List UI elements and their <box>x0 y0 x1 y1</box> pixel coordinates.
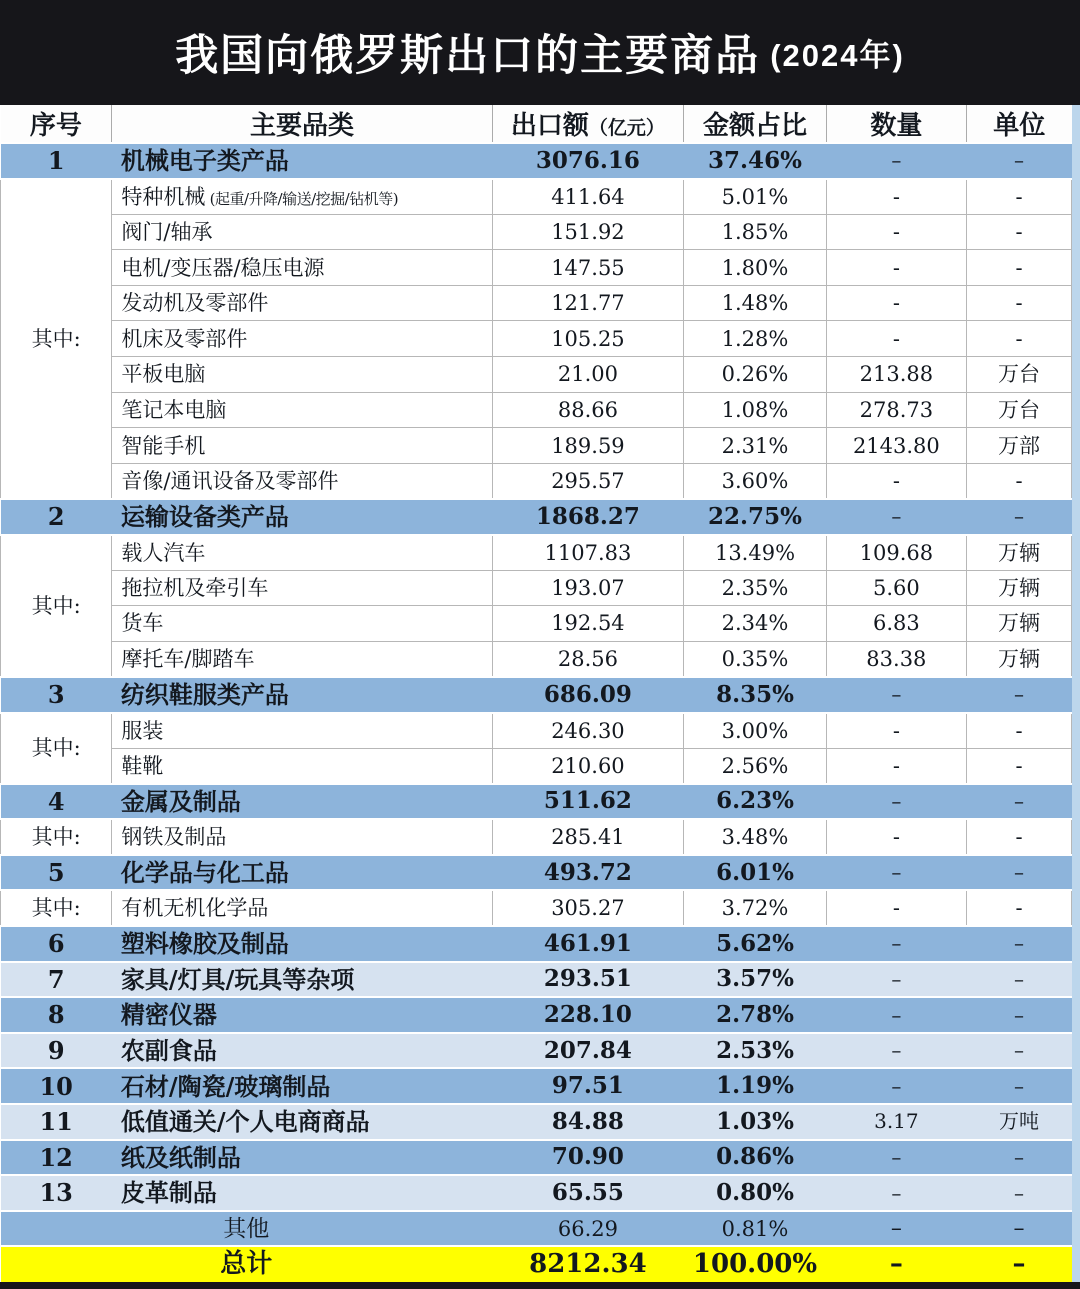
share-value: 37.46% <box>684 143 826 179</box>
unit-value: 万吨 <box>967 1104 1072 1140</box>
category-name <box>112 250 492 286</box>
category-text: 笔记本电脑 <box>121 397 227 422</box>
share-value: 3.72% <box>684 890 826 926</box>
export-value: 66.29 <box>492 1211 684 1247</box>
category-name <box>112 784 492 820</box>
table-row <box>1 214 1072 250</box>
share-value: 1.48% <box>684 285 826 321</box>
quantity-value: – <box>826 499 966 535</box>
category-text: 摩托车/脚踏车 <box>121 646 255 671</box>
quantity-value: – <box>826 997 966 1033</box>
category-name <box>112 855 492 891</box>
quantity-value: – <box>826 1033 966 1069</box>
table-row <box>1 784 1072 820</box>
export-value: 511.62 <box>492 784 684 820</box>
share-value: 3.60% <box>684 463 826 499</box>
quantity-value: 213.88 <box>826 357 966 393</box>
category-text: 塑料橡胶及制品 <box>120 929 289 959</box>
export-value: 193.07 <box>492 570 684 606</box>
category-name <box>112 997 492 1033</box>
row-number: 7 <box>1 962 112 998</box>
category-name <box>112 1033 492 1069</box>
share-value: 5.01% <box>684 179 826 215</box>
quantity-value: 2143.80 <box>826 428 966 464</box>
quantity-value: – <box>826 677 966 713</box>
unit-value: 万台 <box>967 392 1072 428</box>
unit-value: – <box>967 1175 1072 1211</box>
unit-value: 万辆 <box>967 641 1072 677</box>
export-value: 210.60 <box>492 748 684 784</box>
quantity-value: – <box>826 1175 966 1211</box>
export-value: 192.54 <box>492 606 684 642</box>
row-number: 13 <box>1 1175 112 1211</box>
quantity-value: 3.17 <box>826 1104 966 1140</box>
table-row <box>1 143 1072 179</box>
category-name <box>112 641 492 677</box>
unit-value: – <box>967 677 1072 713</box>
col-header-export-value <box>492 105 684 143</box>
category-name <box>112 179 492 215</box>
unit-value: – <box>967 1033 1072 1069</box>
share-value: 1.03% <box>684 1104 826 1140</box>
category-name <box>112 570 492 606</box>
quantity-value: - <box>826 214 966 250</box>
col-header-export-value-label: 出口额 <box>510 111 589 141</box>
share-value: 100.00% <box>684 1246 826 1282</box>
category-name <box>112 962 492 998</box>
other-label: 其他 <box>1 1211 493 1247</box>
export-value: 189.59 <box>492 428 684 464</box>
unit-value: – <box>967 499 1072 535</box>
category-name <box>112 499 492 535</box>
col-header-unit: 单位 <box>967 105 1072 143</box>
share-value: 3.00% <box>684 713 826 749</box>
col-header-category: 主要品类 <box>112 105 492 143</box>
table-row <box>1 819 1072 855</box>
table-row <box>1 713 1072 749</box>
share-value: 3.48% <box>684 819 826 855</box>
table-row <box>1 499 1072 535</box>
category-text: 服装 <box>121 718 164 743</box>
col-header-no: 序号 <box>1 105 112 143</box>
quantity-value: – <box>826 1140 966 1176</box>
export-value: 411.64 <box>492 179 684 215</box>
category-name <box>112 1175 492 1211</box>
export-value: 305.27 <box>492 890 684 926</box>
category-name <box>112 677 492 713</box>
category-name <box>112 321 492 357</box>
table-row <box>1 1068 1072 1104</box>
share-value: 6.23% <box>684 784 826 820</box>
category-name <box>112 1068 492 1104</box>
quantity-value: – <box>826 855 966 891</box>
category-name <box>112 535 492 571</box>
row-number: 12 <box>1 1140 112 1176</box>
category-text: 机械电子类产品 <box>120 146 289 176</box>
category-text: 音像/通讯设备及零部件 <box>121 468 339 493</box>
table-row <box>1 1140 1072 1176</box>
col-header-export-value-note: （亿元） <box>588 117 665 139</box>
export-value: 461.91 <box>492 926 684 962</box>
table-row <box>1 926 1072 962</box>
export-value: 97.51 <box>492 1068 684 1104</box>
category-text: 鞋靴 <box>121 753 164 778</box>
unit-value: – <box>967 784 1072 820</box>
category-text: 运输设备类产品 <box>120 502 289 532</box>
table-row <box>1 179 1072 215</box>
share-value: 0.35% <box>684 641 826 677</box>
category-text: 拖拉机及牵引车 <box>121 575 269 600</box>
table-body <box>1 143 1072 1282</box>
category-text: 金属及制品 <box>120 786 241 816</box>
category-name <box>112 285 492 321</box>
export-value: 246.30 <box>492 713 684 749</box>
category-text: 低值通关/个人电商商品 <box>120 1107 370 1137</box>
quantity-value: – <box>826 926 966 962</box>
export-value: 84.88 <box>492 1104 684 1140</box>
row-number: 2 <box>1 499 112 535</box>
category-text: 皮革制品 <box>120 1178 217 1208</box>
unit-value: - <box>967 250 1072 286</box>
quantity-value: - <box>826 713 966 749</box>
share-value: 2.53% <box>684 1033 826 1069</box>
category-text: 电机/变压器/稳压电源 <box>121 255 325 280</box>
quantity-value: - <box>826 463 966 499</box>
unit-value: - <box>967 285 1072 321</box>
table-row <box>1 428 1072 464</box>
row-number: 9 <box>1 1033 112 1069</box>
quantity-value: 83.38 <box>826 641 966 677</box>
category-name <box>112 606 492 642</box>
category-text: 载人汽车 <box>121 540 206 565</box>
unit-value: - <box>967 214 1072 250</box>
export-value: 207.84 <box>492 1033 684 1069</box>
category-text: 精密仪器 <box>120 1000 217 1030</box>
share-value: 2.56% <box>684 748 826 784</box>
export-table <box>0 105 1072 1282</box>
share-value: 3.57% <box>684 962 826 998</box>
quantity-value: – <box>826 1068 966 1104</box>
col-header-quantity: 数量 <box>826 105 966 143</box>
category-name <box>112 214 492 250</box>
export-value: 147.55 <box>492 250 684 286</box>
share-value: 2.35% <box>684 570 826 606</box>
unit-value: – <box>967 1068 1072 1104</box>
table-row <box>1 606 1072 642</box>
category-name <box>112 926 492 962</box>
share-value: 1.80% <box>684 250 826 286</box>
share-value: 5.62% <box>684 926 826 962</box>
table-row <box>1 535 1072 571</box>
share-value: 0.81% <box>684 1211 826 1247</box>
unit-value: – <box>967 1211 1072 1247</box>
title-text: 我国向俄罗斯出口的主要商品 <box>175 32 761 80</box>
share-value: 2.34% <box>684 606 826 642</box>
quantity-value: 5.60 <box>826 570 966 606</box>
row-number: 5 <box>1 855 112 891</box>
quantity-value: - <box>826 321 966 357</box>
export-value: 293.51 <box>492 962 684 998</box>
category-text: 有机无机化学品 <box>121 896 269 921</box>
category-text: 石材/陶瓷/玻璃制品 <box>120 1071 331 1101</box>
unit-value: 万辆 <box>967 606 1072 642</box>
table-row <box>1 250 1072 286</box>
group-label: 其中: <box>1 819 112 855</box>
unit-value: – <box>967 1246 1072 1282</box>
table-row <box>1 962 1072 998</box>
category-text: 智能手机 <box>121 433 206 458</box>
table-row <box>1 392 1072 428</box>
share-value: 1.19% <box>684 1068 826 1104</box>
unit-value: - <box>967 179 1072 215</box>
export-value: 295.57 <box>492 463 684 499</box>
unit-value: 万辆 <box>967 570 1072 606</box>
group-label: 其中: <box>1 890 112 926</box>
category-name <box>112 428 492 464</box>
table-row <box>1 748 1072 784</box>
table-row <box>1 890 1072 926</box>
unit-value: - <box>967 748 1072 784</box>
category-name <box>112 748 492 784</box>
export-value: 88.66 <box>492 392 684 428</box>
page-title <box>0 0 1080 105</box>
title-year: (2024年) <box>770 38 905 73</box>
table-row <box>1 1175 1072 1211</box>
export-value: 493.72 <box>492 855 684 891</box>
col-header-share: 金额占比 <box>684 105 826 143</box>
share-value: 0.80% <box>684 1175 826 1211</box>
row-number: 3 <box>1 677 112 713</box>
group-label: 其中: <box>1 535 112 677</box>
category-text: 货车 <box>121 611 164 636</box>
share-value: 0.86% <box>684 1140 826 1176</box>
export-value: 105.25 <box>492 321 684 357</box>
share-value: 22.75% <box>684 499 826 535</box>
export-value: 686.09 <box>492 677 684 713</box>
unit-value: 万辆 <box>967 535 1072 571</box>
quantity-value: – <box>826 784 966 820</box>
page-margin-strip <box>1072 105 1080 1282</box>
category-name <box>112 713 492 749</box>
category-text: 阀门/轴承 <box>121 219 213 244</box>
category-name <box>112 392 492 428</box>
table-row <box>1 1033 1072 1069</box>
category-text: 纸及纸制品 <box>120 1142 241 1172</box>
unit-value: 万部 <box>967 428 1072 464</box>
category-text: 平板电脑 <box>121 362 206 387</box>
row-number: 10 <box>1 1068 112 1104</box>
category-name <box>112 463 492 499</box>
unit-value: – <box>967 143 1072 179</box>
quantity-value: – <box>826 143 966 179</box>
quantity-value: – <box>826 1211 966 1247</box>
quantity-value: - <box>826 250 966 286</box>
share-value: 1.85% <box>684 214 826 250</box>
unit-value: – <box>967 926 1072 962</box>
unit-value: - <box>967 321 1072 357</box>
quantity-value: 109.68 <box>826 535 966 571</box>
unit-value: – <box>967 962 1072 998</box>
table-row <box>1 997 1072 1033</box>
share-value: 6.01% <box>684 855 826 891</box>
share-value: 0.26% <box>684 357 826 393</box>
table-row <box>1 1246 1072 1282</box>
category-note: (起重/升降/输送/挖掘/钻机等) <box>205 189 399 208</box>
group-label: 其中: <box>1 713 112 784</box>
quantity-value: - <box>826 179 966 215</box>
export-value: 151.92 <box>492 214 684 250</box>
unit-value: - <box>967 819 1072 855</box>
unit-value: – <box>967 997 1072 1033</box>
row-number: 11 <box>1 1104 112 1140</box>
category-text: 家具/灯具/玩具等杂项 <box>120 964 355 994</box>
share-value: 13.49% <box>684 535 826 571</box>
export-value: 21.00 <box>492 357 684 393</box>
share-value: 8.35% <box>684 677 826 713</box>
export-value: 228.10 <box>492 997 684 1033</box>
table-row <box>1 570 1072 606</box>
export-value: 1107.83 <box>492 535 684 571</box>
unit-value: - <box>967 713 1072 749</box>
export-value: 121.77 <box>492 285 684 321</box>
category-text: 钢铁及制品 <box>121 825 227 850</box>
category-text: 农副食品 <box>120 1036 217 1066</box>
quantity-value: - <box>826 819 966 855</box>
category-name <box>112 890 492 926</box>
category-text: 发动机及零部件 <box>121 291 269 316</box>
unit-value: - <box>967 463 1072 499</box>
unit-value: – <box>967 855 1072 891</box>
header-row <box>1 105 1072 143</box>
table-row <box>1 677 1072 713</box>
share-value: 1.08% <box>684 392 826 428</box>
table-row <box>1 463 1072 499</box>
category-name <box>112 1140 492 1176</box>
category-text: 纺织鞋服类产品 <box>120 680 289 710</box>
share-value: 2.78% <box>684 997 826 1033</box>
unit-value: - <box>967 890 1072 926</box>
table-row <box>1 855 1072 891</box>
category-name <box>112 357 492 393</box>
row-number: 1 <box>1 143 112 179</box>
group-label: 其中: <box>1 179 112 499</box>
row-number: 8 <box>1 997 112 1033</box>
category-name <box>112 1104 492 1140</box>
table-row <box>1 285 1072 321</box>
total-label: 总计 <box>1 1246 493 1282</box>
export-value: 285.41 <box>492 819 684 855</box>
table-row <box>1 641 1072 677</box>
share-value: 2.31% <box>684 428 826 464</box>
quantity-value: - <box>826 890 966 926</box>
row-number: 6 <box>1 926 112 962</box>
quantity-value: – <box>826 962 966 998</box>
category-text: 化学品与化工品 <box>120 858 289 888</box>
table-row <box>1 1104 1072 1140</box>
category-name <box>112 819 492 855</box>
category-text: 机床及零部件 <box>121 326 248 351</box>
export-value: 70.90 <box>492 1140 684 1176</box>
unit-value: 万台 <box>967 357 1072 393</box>
export-value: 3076.16 <box>492 143 684 179</box>
quantity-value: 278.73 <box>826 392 966 428</box>
export-value: 8212.34 <box>492 1246 684 1282</box>
export-value: 1868.27 <box>492 499 684 535</box>
quantity-value: – <box>826 1246 966 1282</box>
quantity-value: - <box>826 748 966 784</box>
category-name <box>112 143 492 179</box>
category-text: 特种机械 <box>121 184 206 209</box>
export-value: 65.55 <box>492 1175 684 1211</box>
table-row <box>1 1211 1072 1247</box>
row-number: 4 <box>1 784 112 820</box>
quantity-value: 6.83 <box>826 606 966 642</box>
quantity-value: - <box>826 285 966 321</box>
unit-value: – <box>967 1140 1072 1176</box>
share-value: 1.28% <box>684 321 826 357</box>
table-row <box>1 357 1072 393</box>
data-table <box>0 105 1072 1282</box>
table-row <box>1 321 1072 357</box>
export-value: 28.56 <box>492 641 684 677</box>
